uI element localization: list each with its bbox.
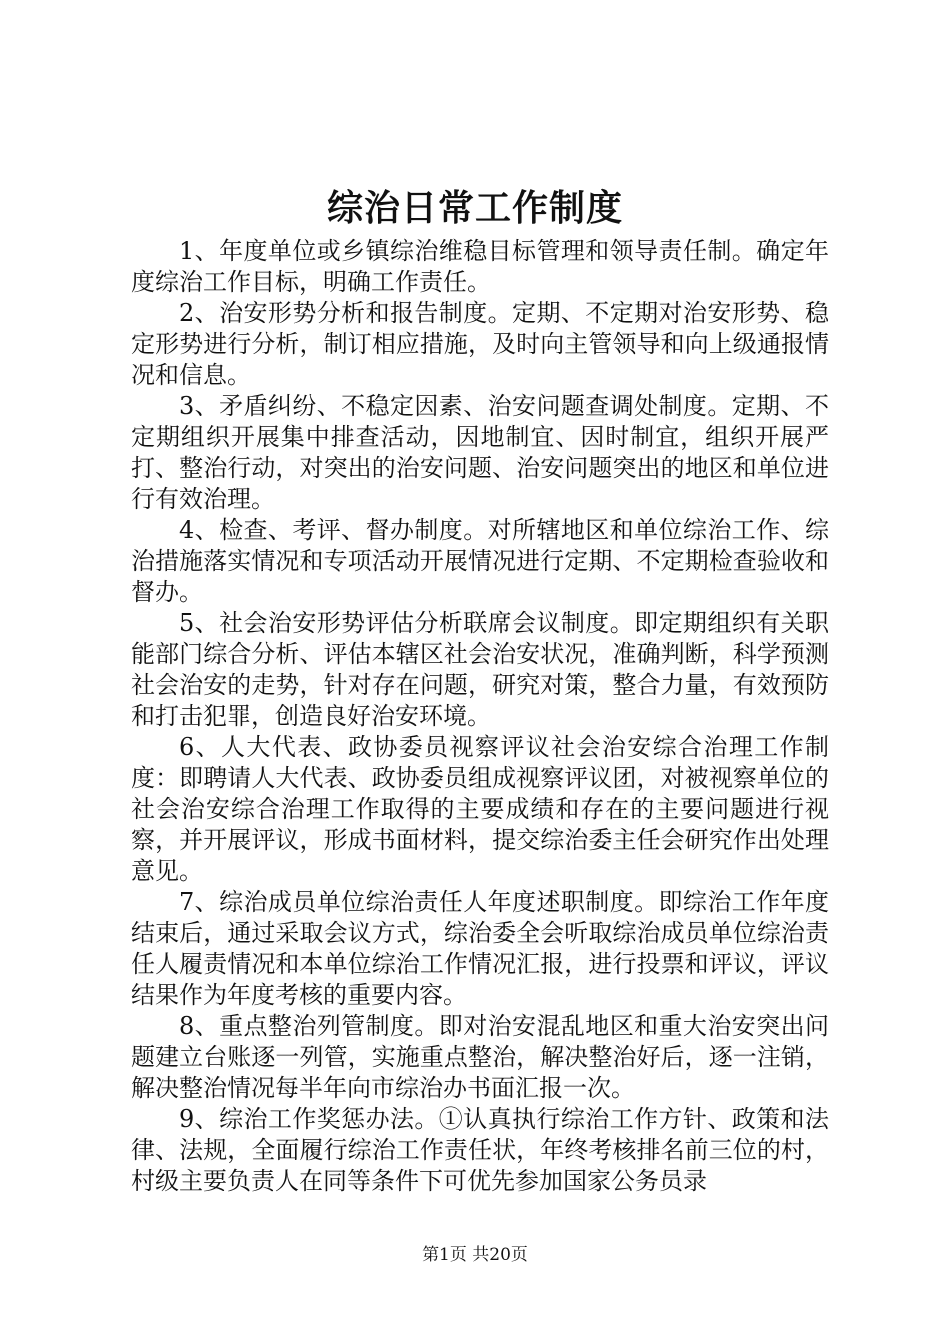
paragraph-9: 9、综治工作奖惩办法。①认真执行综治工作方针、政策和法律、法规，全面履行综治工作责任状，年终考核排名前三位的村，村级主要负责人在同等条件下可优先参加国家公务员录 [131,1105,829,1195]
paragraph-6: 6、人大代表、政协委员视察评议社会治安综合治理工作制度：即聘请人大代表、政协委员组成视察评议团，对被视察单位的社会治安综合治理工作取得的主要成绩和存在的主要问题进行视察，并开展评议，形成书面材料，提交综治委主任会研究作出处理意见。 [131,733,829,885]
document-body [131,236,829,1197]
paragraph-1: 1、年度单位或乡镇综治维稳目标管理和领导责任制。确定年度综治工作目标，明确工作责任。 [131,237,829,296]
document-title: 综治日常工作制度 [326,187,623,229]
paragraph-8: 8、重点整治列管制度。即对治安混乱地区和重大治安突出问题建立台账逐一列管，实施重点整治，解决整治好后，逐一注销，解决整治情况每半年向市综治办书面汇报一次。 [131,1012,829,1102]
paragraph-7: 7、综治成员单位综治责任人年度述职制度。即综治工作年度结束后，通过采取会议方式，综治委全会听取综治成员单位综治责任人履责情况和本单位综治工作情况汇报，进行投票和评议，评议结果作为年度考核的重要内容。 [131,888,829,1009]
paragraph-5: 5、社会治安形势评估分析联席会议制度。即定期组织有关职能部门综合分析、评估本辖区社会治安状况，准确判断，科学预测社会治安的走势，针对存在问题，研究对策，整合力量，有效预防和打击犯罪，创造良好治安环境。 [131,609,829,730]
paragraph-3: 3、矛盾纠纷、不稳定因素、治安问题查调处制度。定期、不定期组织开展集中排查活动，因地制宜、因时制宜，组织开展严打、整治行动，对突出的治安问题、治安问题突出的地区和单位进行有效治理。 [131,392,829,513]
paragraph-4: 4、检查、考评、督办制度。对所辖地区和单位综治工作、综治措施落实情况和专项活动开展情况进行定期、不定期检查验收和督办。 [131,516,829,606]
page-footer: 第1页 共20页 [422,1245,528,1265]
paragraph-2: 2、治安形势分析和报告制度。定期、不定期对治安形势、稳定形势进行分析，制订相应措施，及时向主管领导和向上级通报情况和信息。 [131,299,829,389]
